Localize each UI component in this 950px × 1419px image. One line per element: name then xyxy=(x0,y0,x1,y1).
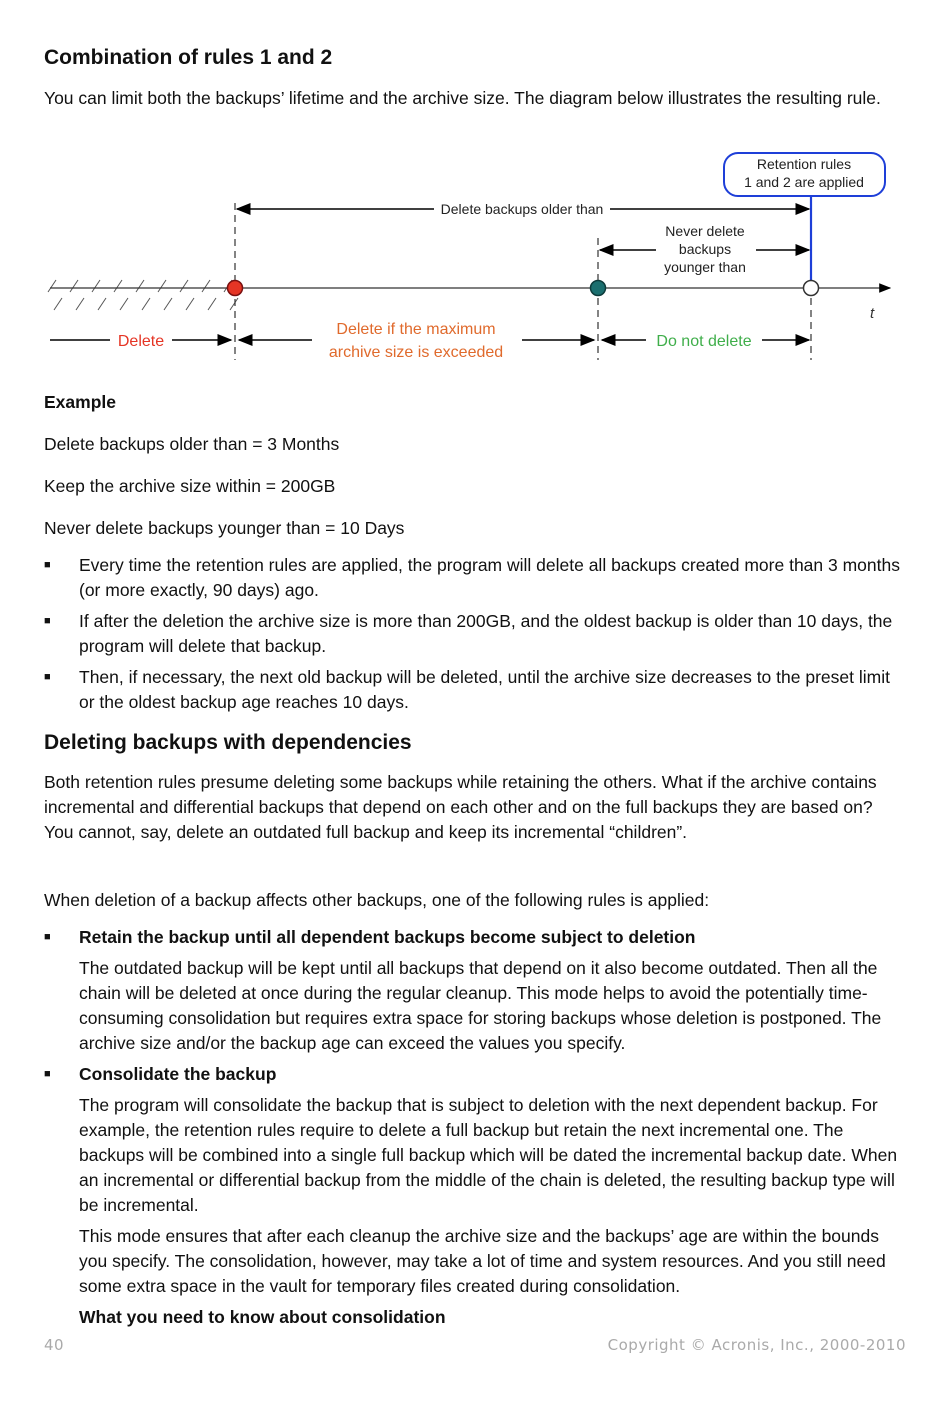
deleted-zone-hatching xyxy=(48,280,238,310)
never-delete-line1: Never delete xyxy=(665,223,745,239)
delete-label: Delete xyxy=(117,333,165,350)
rules-bullet-list xyxy=(44,925,904,1336)
retention-diagram xyxy=(44,148,906,373)
bullet-icon: ■ xyxy=(44,1068,51,1080)
copyright: Copyright © Acronis, Inc., 2000-2010 xyxy=(607,1336,906,1354)
list-item xyxy=(44,925,904,1056)
page-number: 40 xyxy=(44,1336,65,1354)
limit-point-teal xyxy=(591,281,606,296)
never-delete-line3: younger than xyxy=(664,259,746,275)
rule2-text2: This mode ensures that after each cleanup the archive size and the backups’ age are within the bounds you specify. The consolidation, however, may take a lot of time and system resources. And you still need some extra space in the vault for temporary files created during consolidation. xyxy=(79,1226,886,1296)
list-item: ■ If after the deletion the archive size is more than 200GB, and the oldest backup is older than 10 days, the program will delete that backup. xyxy=(44,611,893,656)
rule2-text1: The program will consolidate the backup that is subject to deletion with the next dependent backup. For example, the retention rules require to delete a full backup but retain the next incremental one. The backups will be combined into a single full backup which will be dated the incremental backup date. When an incremental or differential backup from the middle of the chain is deleted, the resulting backup type will be incremental. xyxy=(79,1095,898,1215)
rule2-title: Consolidate the backup xyxy=(79,1064,277,1084)
example-heading: Example xyxy=(44,392,116,412)
bullet-icon: ■ xyxy=(44,671,51,683)
section-title-dependencies: Deleting backups with dependencies xyxy=(44,731,412,754)
dependencies-paragraph: Both retention rules presume deleting some backups while retaining the others. What if the archive contains incremental and differential backups that depend on each other and on the full backups they are based on? You cannot, say, delete an outdated full backup and keep its incremental “children”. xyxy=(44,772,877,842)
list-item: ■ Every time the retention rules are applied, the program will delete all backups created more than 3 months (or more exactly, 90 days) ago. xyxy=(44,555,900,600)
rules-intro-paragraph: When deletion of a backup affects other backups, one of the following rules is applied: xyxy=(44,890,710,910)
example-bullet-list xyxy=(44,553,904,721)
rule2-subheading: What you need to know about consolidation xyxy=(79,1307,446,1327)
oldest-point-red xyxy=(228,281,243,296)
callout-line1: Retention rules xyxy=(756,156,852,172)
list-item xyxy=(44,1062,904,1330)
older-than-label: Delete backups older than xyxy=(440,201,604,217)
bullet-icon: ■ xyxy=(44,559,51,571)
bullet-icon: ■ xyxy=(44,615,51,627)
callout-line2: 1 and 2 are applied xyxy=(744,174,864,190)
never-delete-line2: backups xyxy=(678,241,732,257)
do-not-delete-label: Do not delete xyxy=(656,333,752,350)
example-line1: Delete backups older than = 3 Months xyxy=(44,434,340,454)
time-axis-label: t xyxy=(870,305,875,322)
delete-if-line2: archive size is exceeded xyxy=(328,344,504,361)
example-line3: Never delete backups younger than = 10 Days xyxy=(44,518,405,538)
bullet-icon: ■ xyxy=(44,931,51,943)
list-item: ■ Then, if necessary, the next old backup will be deleted, until the archive size decreases to the preset limit or the oldest backup age reaches 10 days. xyxy=(44,667,890,712)
section-title-combination: Combination of rules 1 and 2 xyxy=(44,46,333,69)
example-line2: Keep the archive size within = 200GB xyxy=(44,476,336,496)
rule1-title: Retain the backup until all dependent backups become subject to deletion xyxy=(79,927,696,947)
delete-if-line1: Delete if the maximum xyxy=(336,321,496,338)
intro-paragraph: You can limit both the backups’ lifetime and the archive size. The diagram below illustrates the resulting rule. xyxy=(44,88,881,108)
now-point xyxy=(804,281,819,296)
rule1-text: The outdated backup will be kept until all backups that depend on it also become outdated. Then all the chain will be deleted at once during the regular cleanup. This mode helps to avoid the potentially time-consuming consolidation but requires extra space for storing backups whose deletion is postponed. The archive size and/or the backup age can exceed the values you specify. xyxy=(79,958,882,1053)
